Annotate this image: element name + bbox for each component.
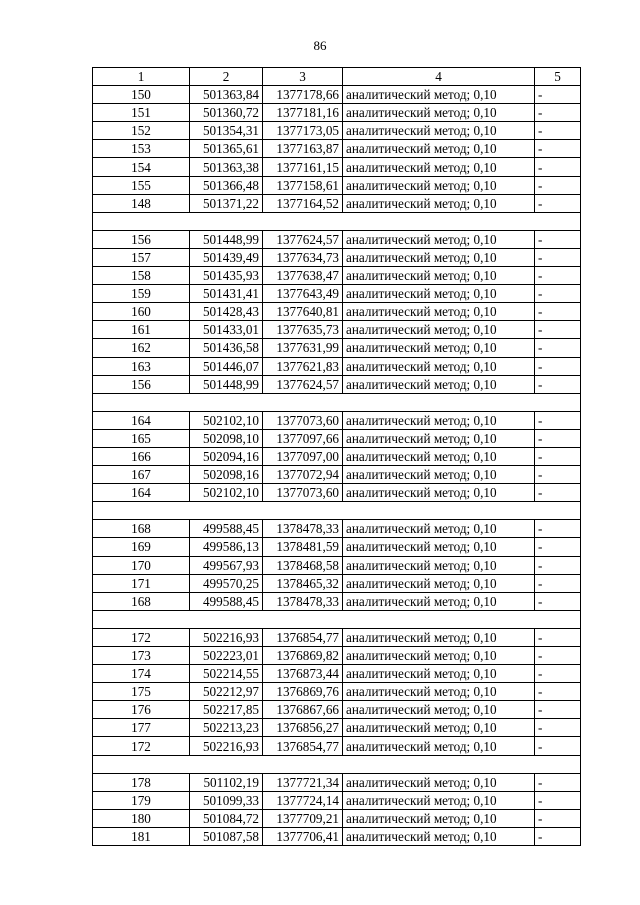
- point-number-cell: 175: [93, 683, 190, 701]
- table-row: [93, 267, 581, 285]
- method-cell: аналитический метод; 0,10: [343, 773, 535, 791]
- y-coordinate-cell: 1377073,60: [263, 484, 343, 502]
- y-coordinate-cell: 1378478,33: [263, 520, 343, 538]
- table-row: [93, 701, 581, 719]
- note-cell: -: [535, 321, 581, 339]
- method-cell: аналитический метод; 0,10: [343, 321, 535, 339]
- table-separator-row: [93, 755, 581, 773]
- y-coordinate-cell: 1377097,66: [263, 429, 343, 447]
- separator-cell: [93, 502, 581, 520]
- y-coordinate-cell: 1377624,57: [263, 230, 343, 248]
- point-number-cell: 160: [93, 303, 190, 321]
- point-number-cell: 181: [93, 827, 190, 845]
- y-coordinate-cell: 1377624,57: [263, 375, 343, 393]
- table-row: [93, 429, 581, 447]
- y-coordinate-cell: 1377709,21: [263, 809, 343, 827]
- column-header: 4: [343, 68, 535, 86]
- x-coordinate-cell: 499588,45: [190, 520, 263, 538]
- point-number-cell: 178: [93, 773, 190, 791]
- x-coordinate-cell: 501366,48: [190, 176, 263, 194]
- x-coordinate-cell: 501446,07: [190, 357, 263, 375]
- x-coordinate-cell: 501448,99: [190, 230, 263, 248]
- note-cell: -: [535, 303, 581, 321]
- note-cell: -: [535, 86, 581, 104]
- y-coordinate-cell: 1377721,34: [263, 773, 343, 791]
- method-cell: аналитический метод; 0,10: [343, 104, 535, 122]
- x-coordinate-cell: 502223,01: [190, 647, 263, 665]
- point-number-cell: 177: [93, 719, 190, 737]
- x-coordinate-cell: 502098,16: [190, 466, 263, 484]
- method-cell: аналитический метод; 0,10: [343, 303, 535, 321]
- y-coordinate-cell: 1377072,94: [263, 466, 343, 484]
- note-cell: -: [535, 104, 581, 122]
- table-row: [93, 248, 581, 266]
- point-number-cell: 172: [93, 737, 190, 755]
- method-cell: аналитический метод; 0,10: [343, 809, 535, 827]
- note-cell: -: [535, 827, 581, 845]
- y-coordinate-cell: 1377643,49: [263, 285, 343, 303]
- method-cell: аналитический метод; 0,10: [343, 339, 535, 357]
- method-cell: аналитический метод; 0,10: [343, 556, 535, 574]
- x-coordinate-cell: 501436,58: [190, 339, 263, 357]
- note-cell: -: [535, 592, 581, 610]
- method-cell: аналитический метод; 0,10: [343, 140, 535, 158]
- y-coordinate-cell: 1376854,77: [263, 628, 343, 646]
- table-row: [93, 665, 581, 683]
- point-number-cell: 159: [93, 285, 190, 303]
- y-coordinate-cell: 1378478,33: [263, 592, 343, 610]
- x-coordinate-cell: 502216,93: [190, 628, 263, 646]
- point-number-cell: 173: [93, 647, 190, 665]
- table-row: [93, 194, 581, 212]
- method-cell: аналитический метод; 0,10: [343, 285, 535, 303]
- note-cell: -: [535, 647, 581, 665]
- note-cell: -: [535, 466, 581, 484]
- method-cell: аналитический метод; 0,10: [343, 122, 535, 140]
- table-row: [93, 285, 581, 303]
- note-cell: -: [535, 628, 581, 646]
- y-coordinate-cell: 1377097,00: [263, 447, 343, 465]
- x-coordinate-cell: 501371,22: [190, 194, 263, 212]
- column-header: 1: [93, 68, 190, 86]
- x-coordinate-cell: 501363,84: [190, 86, 263, 104]
- x-coordinate-cell: 501360,72: [190, 104, 263, 122]
- y-coordinate-cell: 1377640,81: [263, 303, 343, 321]
- point-number-cell: 156: [93, 230, 190, 248]
- table-separator-row: [93, 610, 581, 628]
- x-coordinate-cell: 502214,55: [190, 665, 263, 683]
- x-coordinate-cell: 501102,19: [190, 773, 263, 791]
- note-cell: -: [535, 429, 581, 447]
- point-number-cell: 158: [93, 267, 190, 285]
- method-cell: аналитический метод; 0,10: [343, 411, 535, 429]
- method-cell: аналитический метод; 0,10: [343, 791, 535, 809]
- table-row: [93, 140, 581, 158]
- table-row: [93, 375, 581, 393]
- table-separator-row: [93, 393, 581, 411]
- y-coordinate-cell: 1376873,44: [263, 665, 343, 683]
- method-cell: аналитический метод; 0,10: [343, 701, 535, 719]
- method-cell: аналитический метод; 0,10: [343, 628, 535, 646]
- table-row: [93, 683, 581, 701]
- y-coordinate-cell: 1376856,27: [263, 719, 343, 737]
- table-row: [93, 104, 581, 122]
- x-coordinate-cell: 501363,38: [190, 158, 263, 176]
- separator-cell: [93, 212, 581, 230]
- table-row: [93, 303, 581, 321]
- x-coordinate-cell: 501087,58: [190, 827, 263, 845]
- table-row: [93, 466, 581, 484]
- table-row: [93, 574, 581, 592]
- note-cell: -: [535, 158, 581, 176]
- note-cell: -: [535, 194, 581, 212]
- note-cell: -: [535, 122, 581, 140]
- x-coordinate-cell: 501439,49: [190, 248, 263, 266]
- method-cell: аналитический метод; 0,10: [343, 158, 535, 176]
- note-cell: -: [535, 411, 581, 429]
- x-coordinate-cell: 502102,10: [190, 484, 263, 502]
- point-number-cell: 168: [93, 592, 190, 610]
- separator-cell: [93, 755, 581, 773]
- method-cell: аналитический метод; 0,10: [343, 484, 535, 502]
- x-coordinate-cell: 501428,43: [190, 303, 263, 321]
- note-cell: -: [535, 230, 581, 248]
- table-row: [93, 321, 581, 339]
- point-number-cell: 170: [93, 556, 190, 574]
- note-cell: -: [535, 791, 581, 809]
- note-cell: -: [535, 375, 581, 393]
- x-coordinate-cell: 499588,45: [190, 592, 263, 610]
- method-cell: аналитический метод; 0,10: [343, 520, 535, 538]
- x-coordinate-cell: 499570,25: [190, 574, 263, 592]
- column-header: 3: [263, 68, 343, 86]
- x-coordinate-cell: 502094,16: [190, 447, 263, 465]
- x-coordinate-cell: 501448,99: [190, 375, 263, 393]
- page-number: 86: [313, 38, 327, 53]
- note-cell: -: [535, 484, 581, 502]
- method-cell: аналитический метод; 0,10: [343, 737, 535, 755]
- point-number-cell: 162: [93, 339, 190, 357]
- y-coordinate-cell: 1377158,61: [263, 176, 343, 194]
- note-cell: -: [535, 719, 581, 737]
- point-number-cell: 174: [93, 665, 190, 683]
- y-coordinate-cell: 1378468,58: [263, 556, 343, 574]
- point-number-cell: 165: [93, 429, 190, 447]
- table-row: [93, 556, 581, 574]
- method-cell: аналитический метод; 0,10: [343, 827, 535, 845]
- method-cell: аналитический метод; 0,10: [343, 683, 535, 701]
- table-row: [93, 176, 581, 194]
- table-row: [93, 484, 581, 502]
- y-coordinate-cell: 1377638,47: [263, 267, 343, 285]
- x-coordinate-cell: 499586,13: [190, 538, 263, 556]
- coordinates-table: [92, 67, 581, 846]
- table-row: [93, 158, 581, 176]
- table-row: [93, 628, 581, 646]
- point-number-cell: 164: [93, 411, 190, 429]
- note-cell: -: [535, 773, 581, 791]
- method-cell: аналитический метод; 0,10: [343, 357, 535, 375]
- method-cell: аналитический метод; 0,10: [343, 466, 535, 484]
- point-number-cell: 155: [93, 176, 190, 194]
- x-coordinate-cell: 502216,93: [190, 737, 263, 755]
- note-cell: -: [535, 737, 581, 755]
- table-row: [93, 411, 581, 429]
- y-coordinate-cell: 1377724,14: [263, 791, 343, 809]
- note-cell: -: [535, 339, 581, 357]
- point-number-cell: 180: [93, 809, 190, 827]
- y-coordinate-cell: 1377635,73: [263, 321, 343, 339]
- x-coordinate-cell: 501354,31: [190, 122, 263, 140]
- table-separator-row: [93, 212, 581, 230]
- method-cell: аналитический метод; 0,10: [343, 267, 535, 285]
- x-coordinate-cell: 502102,10: [190, 411, 263, 429]
- note-cell: -: [535, 556, 581, 574]
- point-number-cell: 164: [93, 484, 190, 502]
- method-cell: аналитический метод; 0,10: [343, 447, 535, 465]
- x-coordinate-cell: 501431,41: [190, 285, 263, 303]
- x-coordinate-cell: 502098,10: [190, 429, 263, 447]
- point-number-cell: 151: [93, 104, 190, 122]
- note-cell: -: [535, 285, 581, 303]
- point-number-cell: 154: [93, 158, 190, 176]
- note-cell: -: [535, 574, 581, 592]
- y-coordinate-cell: 1378481,59: [263, 538, 343, 556]
- method-cell: аналитический метод; 0,10: [343, 719, 535, 737]
- table-body: [93, 86, 581, 846]
- method-cell: аналитический метод; 0,10: [343, 647, 535, 665]
- column-header: 2: [190, 68, 263, 86]
- point-number-cell: 166: [93, 447, 190, 465]
- x-coordinate-cell: 502217,85: [190, 701, 263, 719]
- note-cell: -: [535, 538, 581, 556]
- table-row: [93, 122, 581, 140]
- y-coordinate-cell: 1377631,99: [263, 339, 343, 357]
- method-cell: аналитический метод; 0,10: [343, 86, 535, 104]
- table-row: [93, 827, 581, 845]
- y-coordinate-cell: 1377621,83: [263, 357, 343, 375]
- x-coordinate-cell: 501435,93: [190, 267, 263, 285]
- y-coordinate-cell: 1376869,76: [263, 683, 343, 701]
- x-coordinate-cell: 502213,23: [190, 719, 263, 737]
- note-cell: -: [535, 665, 581, 683]
- y-coordinate-cell: 1377178,66: [263, 86, 343, 104]
- table-row: [93, 447, 581, 465]
- separator-cell: [93, 393, 581, 411]
- point-number-cell: 156: [93, 375, 190, 393]
- method-cell: аналитический метод; 0,10: [343, 176, 535, 194]
- table-row: [93, 339, 581, 357]
- table-header-row: [93, 68, 581, 86]
- note-cell: -: [535, 809, 581, 827]
- method-cell: аналитический метод; 0,10: [343, 230, 535, 248]
- note-cell: -: [535, 357, 581, 375]
- point-number-cell: 163: [93, 357, 190, 375]
- y-coordinate-cell: 1377163,87: [263, 140, 343, 158]
- method-cell: аналитический метод; 0,10: [343, 592, 535, 610]
- note-cell: -: [535, 447, 581, 465]
- note-cell: -: [535, 267, 581, 285]
- x-coordinate-cell: 499567,93: [190, 556, 263, 574]
- table-row: [93, 791, 581, 809]
- y-coordinate-cell: 1377161,15: [263, 158, 343, 176]
- method-cell: аналитический метод; 0,10: [343, 194, 535, 212]
- y-coordinate-cell: 1377073,60: [263, 411, 343, 429]
- method-cell: аналитический метод; 0,10: [343, 429, 535, 447]
- method-cell: аналитический метод; 0,10: [343, 375, 535, 393]
- table-row: [93, 773, 581, 791]
- point-number-cell: 148: [93, 194, 190, 212]
- table-row: [93, 538, 581, 556]
- method-cell: аналитический метод; 0,10: [343, 665, 535, 683]
- table-row: [93, 357, 581, 375]
- y-coordinate-cell: 1376869,82: [263, 647, 343, 665]
- point-number-cell: 150: [93, 86, 190, 104]
- x-coordinate-cell: 502212,97: [190, 683, 263, 701]
- table-row: [93, 230, 581, 248]
- table-row: [93, 520, 581, 538]
- y-coordinate-cell: 1377164,52: [263, 194, 343, 212]
- x-coordinate-cell: 501365,61: [190, 140, 263, 158]
- point-number-cell: 153: [93, 140, 190, 158]
- note-cell: -: [535, 176, 581, 194]
- x-coordinate-cell: 501099,33: [190, 791, 263, 809]
- separator-cell: [93, 610, 581, 628]
- table-row: [93, 809, 581, 827]
- note-cell: -: [535, 683, 581, 701]
- point-number-cell: 161: [93, 321, 190, 339]
- point-number-cell: 172: [93, 628, 190, 646]
- point-number-cell: 171: [93, 574, 190, 592]
- table-row: [93, 719, 581, 737]
- point-number-cell: 157: [93, 248, 190, 266]
- y-coordinate-cell: 1376867,66: [263, 701, 343, 719]
- y-coordinate-cell: 1378465,32: [263, 574, 343, 592]
- x-coordinate-cell: 501084,72: [190, 809, 263, 827]
- y-coordinate-cell: 1377173,05: [263, 122, 343, 140]
- note-cell: -: [535, 140, 581, 158]
- table-row: [93, 86, 581, 104]
- y-coordinate-cell: 1377181,16: [263, 104, 343, 122]
- note-cell: -: [535, 520, 581, 538]
- note-cell: -: [535, 701, 581, 719]
- note-cell: -: [535, 248, 581, 266]
- table-row: [93, 647, 581, 665]
- point-number-cell: 176: [93, 701, 190, 719]
- table-row: [93, 592, 581, 610]
- y-coordinate-cell: 1377706,41: [263, 827, 343, 845]
- column-header: 5: [535, 68, 581, 86]
- table-row: [93, 737, 581, 755]
- y-coordinate-cell: 1376854,77: [263, 737, 343, 755]
- x-coordinate-cell: 501433,01: [190, 321, 263, 339]
- point-number-cell: 152: [93, 122, 190, 140]
- point-number-cell: 169: [93, 538, 190, 556]
- method-cell: аналитический метод; 0,10: [343, 574, 535, 592]
- method-cell: аналитический метод; 0,10: [343, 248, 535, 266]
- point-number-cell: 168: [93, 520, 190, 538]
- point-number-cell: 167: [93, 466, 190, 484]
- table-separator-row: [93, 502, 581, 520]
- y-coordinate-cell: 1377634,73: [263, 248, 343, 266]
- method-cell: аналитический метод; 0,10: [343, 538, 535, 556]
- point-number-cell: 179: [93, 791, 190, 809]
